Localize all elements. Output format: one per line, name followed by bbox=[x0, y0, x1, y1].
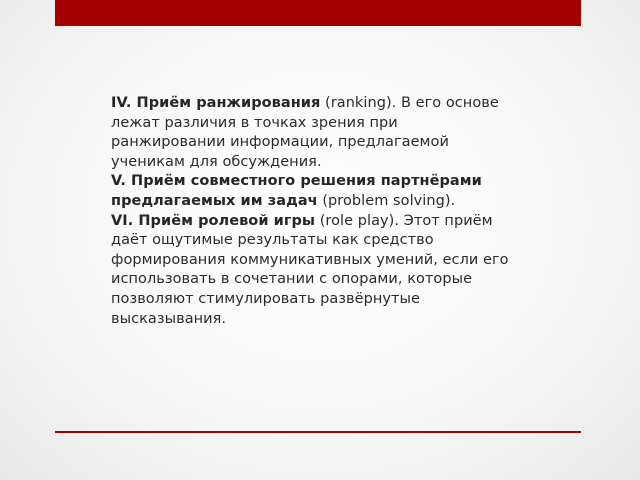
paragraph-role-play bbox=[111, 212, 511, 330]
bottom-divider-line bbox=[55, 431, 581, 433]
text-ranking: (ranking). В его основе лежат различия в точках зрения при ранжировании информации, предлагаемой ученикам для обсуждения. bbox=[111, 95, 499, 170]
top-accent-band bbox=[55, 0, 581, 26]
paragraph-ranking bbox=[111, 94, 511, 172]
heading-ranking: IV. Приём ранжирования bbox=[111, 95, 321, 111]
text-role-play: (role play). Этот приём даёт ощутимые результаты как средство формирования коммуникативных умений, если его использовать в сочетании с опорами, которые позволяют стимулировать развёрнутые высказывания. bbox=[111, 212, 509, 327]
slide-content bbox=[111, 94, 511, 329]
heading-problem-solving: V. Приём совместного решения партнёрами предлагаемых им задач bbox=[111, 173, 482, 209]
text-problem-solving: (problem solving). bbox=[317, 192, 456, 209]
paragraph-problem-solving bbox=[111, 172, 511, 211]
heading-role-play: VI. Приём ролевой игры bbox=[111, 212, 316, 229]
